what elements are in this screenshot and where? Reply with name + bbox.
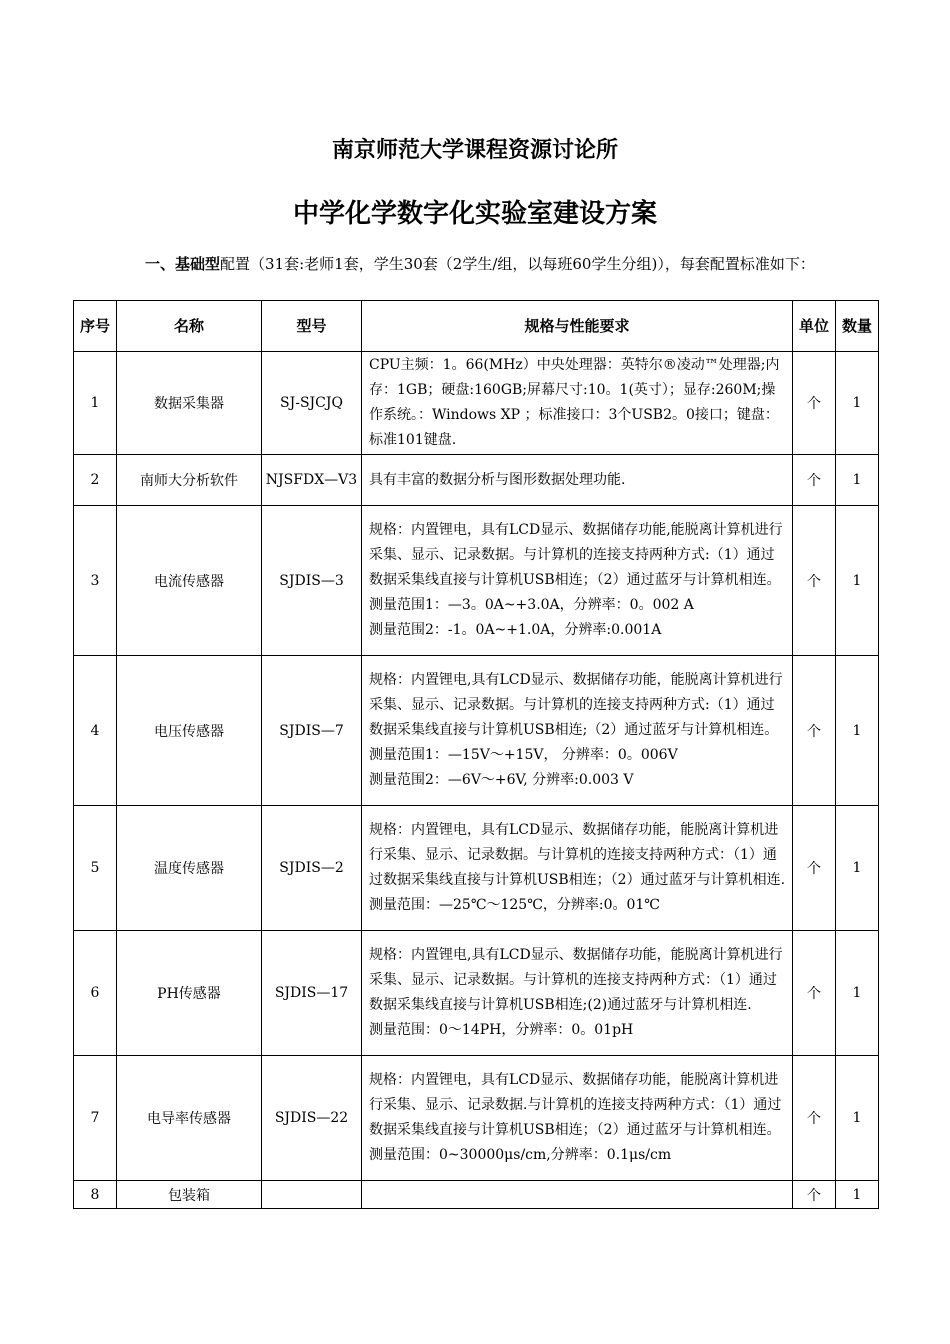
row-index: 1 bbox=[74, 352, 117, 455]
row-qty: 1 bbox=[836, 1056, 879, 1181]
table-row bbox=[74, 1181, 879, 1209]
table-row bbox=[74, 455, 879, 506]
table-row bbox=[74, 352, 879, 455]
row-index: 4 bbox=[74, 656, 117, 806]
row-unit: 个 bbox=[793, 1181, 836, 1209]
row-spec: 规格：内置锂电,具有LCD显示、数据储存功能，能脱离计算机进行采集、显示、记录数据。与计算机的连接支持两种方式:（1）通过数据采集线直接与计算机USB相连;（2）通过蓝牙与计算机相连。 测量范围1：—15V～+15V， 分辨率：0。006V 测量范围2：—6V～+6V, 分辨率:0.003 V bbox=[362, 656, 793, 806]
row-name: 包装箱 bbox=[117, 1181, 262, 1209]
equipment-spec-table bbox=[73, 300, 879, 1209]
header-name: 名称 bbox=[117, 301, 262, 352]
intro-paragraph bbox=[145, 252, 835, 277]
row-name: 数据采集器 bbox=[117, 352, 262, 455]
header-model: 型号 bbox=[262, 301, 362, 352]
row-unit: 个 bbox=[793, 806, 836, 931]
row-spec bbox=[362, 1181, 793, 1209]
row-model: SJDIS—22 bbox=[262, 1056, 362, 1181]
institute-heading: 南京师范大学课程资源讨论所 bbox=[331, 138, 618, 163]
row-model: SJDIS—3 bbox=[262, 506, 362, 656]
table-row bbox=[74, 806, 879, 931]
row-name: PH传感器 bbox=[117, 931, 262, 1056]
intro-bold-label: 一、基础型 bbox=[145, 255, 221, 273]
table-row bbox=[74, 1056, 879, 1181]
row-model: SJDIS—7 bbox=[262, 656, 362, 806]
row-model: SJ-SJCJQ bbox=[262, 352, 362, 455]
row-name: 电流传感器 bbox=[117, 506, 262, 656]
row-qty: 1 bbox=[836, 656, 879, 806]
header-spec: 规格与性能要求 bbox=[362, 301, 793, 352]
row-unit: 个 bbox=[793, 656, 836, 806]
row-name: 南师大分析软件 bbox=[117, 455, 262, 506]
table-row bbox=[74, 656, 879, 806]
row-index: 8 bbox=[74, 1181, 117, 1209]
row-unit: 个 bbox=[793, 1056, 836, 1181]
row-spec: 具有丰富的数据分析与图形数据处理功能. bbox=[362, 455, 793, 506]
row-index: 5 bbox=[74, 806, 117, 931]
row-qty: 1 bbox=[836, 1181, 879, 1209]
row-unit: 个 bbox=[793, 506, 836, 656]
table-row bbox=[74, 506, 879, 656]
row-spec: 规格：内置锂电,具有LCD显示、数据储存功能，能脱离计算机进行采集、显示、记录数据。与计算机的连接支持两种方式：（1）通过数据采集线直接与计算机USB相连;(2)通过蓝牙与计算机相连. 测量范围：0～14PH，分辨率：0。01pH bbox=[362, 931, 793, 1056]
table-header-row bbox=[74, 301, 879, 352]
row-index: 7 bbox=[74, 1056, 117, 1181]
row-model bbox=[262, 1181, 362, 1209]
row-qty: 1 bbox=[836, 931, 879, 1056]
row-index: 3 bbox=[74, 506, 117, 656]
row-unit: 个 bbox=[793, 455, 836, 506]
row-spec: CPU主频：1。66(MHz）中央处理器：英特尔®凌动™处理器;内存：1GB；硬盘:160GB;屏幕尺寸:10。1(英寸）；显存:260M;操作系统。：Windows XP ；标准接口：3个USB2。0接口；键盘：标准101键盘. bbox=[362, 352, 793, 455]
row-name: 电导率传感器 bbox=[117, 1056, 262, 1181]
document-title: 中学化学数字化实验室建设方案 bbox=[292, 199, 657, 229]
header-qty: 数量 bbox=[836, 301, 879, 352]
row-name: 电压传感器 bbox=[117, 656, 262, 806]
row-spec: 规格：内置锂电，具有LCD显示、数据储存功能,能脱离计算机进行采集、显示、记录数据。与计算机的连接支持两种方式:（1）通过数据采集线直接与计算机USB相连；（2）通过蓝牙与计算机相连。 测量范围1：—3。0A~+3.0A，分辨率：0。002 A 测量范围2：-1。0A~+1.0A，分辨率:0.001A bbox=[362, 506, 793, 656]
row-qty: 1 bbox=[836, 455, 879, 506]
header-index: 序号 bbox=[74, 301, 117, 352]
row-index: 6 bbox=[74, 931, 117, 1056]
row-qty: 1 bbox=[836, 352, 879, 455]
row-qty: 1 bbox=[836, 806, 879, 931]
row-qty: 1 bbox=[836, 506, 879, 656]
row-model: SJDIS—17 bbox=[262, 931, 362, 1056]
row-unit: 个 bbox=[793, 352, 836, 455]
header-unit: 单位 bbox=[793, 301, 836, 352]
row-model: SJDIS—2 bbox=[262, 806, 362, 931]
row-name: 温度传感器 bbox=[117, 806, 262, 931]
row-spec: 规格：内置锂电，具有LCD显示、数据储存功能，能脱离计算机进行采集、显示、记录数据。与计算机的连接支持两种方式：（1）通过数据采集线直接与计算机USB相连；（2）通过蓝牙与计算机相连. 测量范围：—25℃～125℃，分辨率:0。01℃ bbox=[362, 806, 793, 931]
table-row bbox=[74, 931, 879, 1056]
row-spec: 规格：内置锂电，具有LCD显示、数据储存功能，能脱离计算机进行采集、显示、记录数据.与计算机的连接支持两种方式：（1）通过数据采集线直接与计算机USB相连；（2）通过蓝牙与计算机相连。 测量范围：0~30000μs/cm,分辨率：0.1μs/cm bbox=[362, 1056, 793, 1181]
row-unit: 个 bbox=[793, 931, 836, 1056]
row-model: NJSFDX—V3 bbox=[262, 455, 362, 506]
intro-text: 配置（31套:老师1套，学生30套（2学生/组，以每班60学生分组)），每套配置标准如下： bbox=[220, 255, 815, 273]
row-index: 2 bbox=[74, 455, 117, 506]
